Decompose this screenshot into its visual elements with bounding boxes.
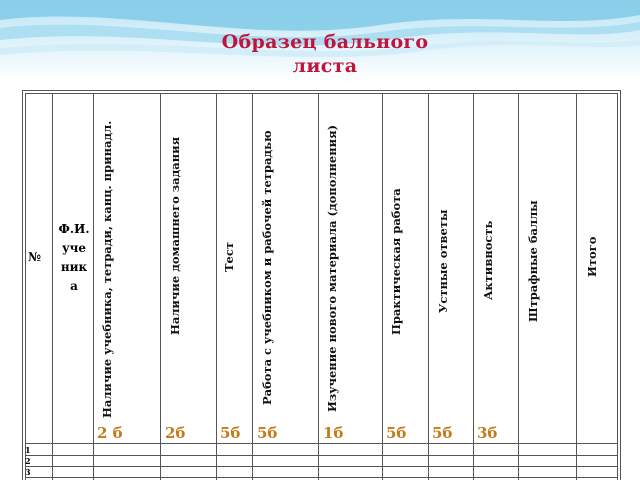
points-practical-work: 5б — [386, 424, 407, 442]
title-line-1: Образец бального — [221, 31, 429, 53]
fio-line-1: Ф.И. — [58, 222, 90, 236]
fio-line-4: а — [70, 279, 78, 293]
points-new-material: 1б — [323, 424, 344, 442]
row-number-3: 3 — [25, 467, 31, 477]
fio-line-2: уче — [61, 241, 87, 255]
column-header-penalty-points: Штрафные баллы — [526, 200, 540, 322]
column-header-activity: Активность — [481, 220, 495, 300]
column-header-homework: Наличие домашнего задания — [168, 136, 182, 335]
points-activity: 3б — [477, 424, 498, 442]
column-header-practical-work: Практическая работа — [389, 188, 403, 335]
title-line-2: листа — [292, 55, 358, 77]
row-number-2: 2 — [25, 456, 31, 466]
column-header-new-material: Изучение нового материала (дополнения) — [325, 124, 339, 412]
points-test: 5б — [220, 424, 241, 442]
column-header-total: Итого — [585, 236, 599, 277]
points-homework: 2б — [165, 424, 186, 442]
points-supplies: 2 б — [97, 424, 123, 442]
column-header-supplies: Наличие учебника, тетради, канц. принадл. — [100, 120, 114, 418]
row-number-1: 1 — [25, 445, 31, 455]
fio-line-3: ник — [60, 260, 88, 274]
student-name-column-header — [57, 220, 91, 296]
points-textbook-work: 5б — [257, 424, 278, 442]
column-header-test: Тест — [222, 241, 236, 272]
number-column-header: № — [28, 250, 42, 264]
points-oral-answers: 5б — [432, 424, 453, 442]
column-header-oral-answers: Устные ответы — [436, 209, 450, 313]
column-header-textbook-work: Работа с учебником и рабочей тетрадью — [260, 130, 274, 405]
